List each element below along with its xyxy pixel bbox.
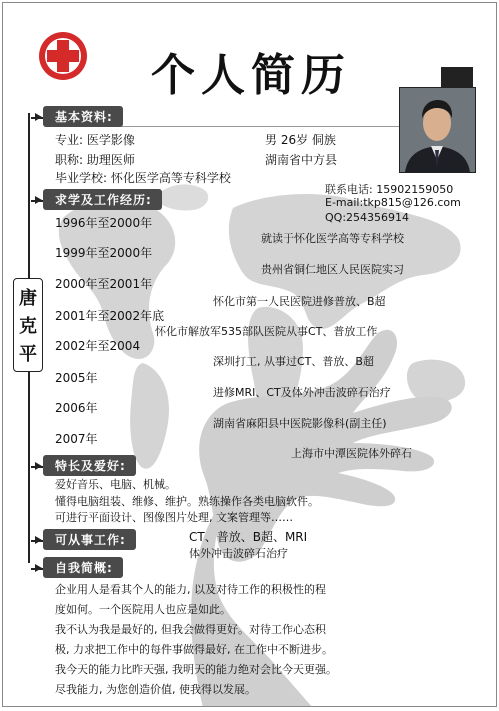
self-line: 我不认为我是最好的, 但我会做得更好。对待工作心态积 — [55, 623, 326, 636]
section-self-label: 自我简概: — [43, 557, 123, 578]
timeline-desc: 进修MRI、CT及体外冲击波碎石治疗 — [213, 386, 391, 399]
timeline-period: 2005年 — [55, 371, 98, 385]
timeline-desc: 就读于怀化医学高等专科学校 — [261, 232, 404, 245]
timeline-desc: 怀化市第一人民医院进修普放、B超 — [213, 295, 386, 308]
section-skills-header — [43, 455, 136, 476]
section-skills-label: 特长及爱好: — [43, 455, 136, 476]
basic-major: 专业: 医学影像 — [55, 133, 135, 147]
timeline-period: 2006年 — [55, 401, 98, 415]
section-work-label: 可从事工作: — [43, 529, 136, 550]
timeline-period: 2001年至2002年底 — [55, 309, 165, 323]
basic-title: 职称: 助理医师 — [55, 153, 135, 167]
timeline-period: 2000年至2001年 — [55, 277, 153, 291]
self-line: 企业用人是看其个人的能力, 以及对待工作的积极性的程 — [55, 583, 326, 596]
name-char: 唐 — [19, 288, 37, 309]
profile-photo — [399, 87, 476, 173]
skills-line: 可进行平面设计、图像图片处理, 文案管理等…… — [55, 511, 293, 524]
skills-line: 懂得电脑组装、维修、维护。熟练操作各类电脑软件。 — [55, 495, 319, 508]
work-line: CT、普放、B超、MRI — [189, 530, 308, 544]
title-decoration-bar — [441, 67, 473, 89]
timeline-period: 1999年至2000年 — [55, 246, 153, 260]
timeline-period: 1996年至2000年 — [55, 216, 153, 230]
timeline-desc: 上海市中潭医院体外碎石 — [291, 447, 412, 460]
section-basic-label: 基本资料: — [43, 106, 123, 127]
timeline-desc: 贵州省铜仁地区人民医院实习 — [261, 263, 404, 276]
basic-origin: 湖南省中方县 — [265, 153, 338, 167]
skills-line: 爱好音乐、电脑、机械。 — [55, 478, 176, 491]
contact-phone: 联系电话: 15902159050 — [325, 183, 454, 196]
name-vertical — [13, 278, 43, 372]
timeline-desc: 湖南省麻阳县中医院影像科(副主任) — [213, 417, 387, 430]
timeline-period: 2002年至2004 — [55, 339, 141, 353]
resume-page — [2, 2, 497, 707]
timeline-desc: 怀化市解放军535部队医院从事CT、普放工作 — [155, 325, 378, 338]
self-line: 尽我能力, 为您创造价值, 使我得以发展。 — [55, 683, 256, 696]
section-self-header — [43, 557, 123, 578]
section-edu-header — [43, 189, 162, 210]
self-line: 度如何。一个医院用人也应是如此。 — [55, 603, 231, 616]
self-line: 极, 力求把工作中的每件事做得最好, 在工作中不断进步。 — [55, 643, 333, 656]
section-work-header — [43, 529, 136, 550]
page-title: 个人简历 — [151, 50, 351, 101]
contact-email: E-mail:tkp815@126.com — [325, 196, 461, 209]
timeline-period: 2007年 — [55, 432, 98, 446]
basic-school: 毕业学校: 怀化医学高等专科学校 — [55, 171, 231, 185]
name-char: 平 — [19, 344, 37, 365]
section-edu-label: 求学及工作经历: — [43, 189, 162, 210]
name-char: 克 — [19, 316, 37, 337]
section-basic-header — [43, 106, 123, 127]
basic-gender-age-ethnic: 男 26岁 侗族 — [265, 133, 336, 147]
self-line: 我今天的能力比昨天强, 我明天的能力绝对会比今天更强。 — [55, 663, 337, 676]
contact-qq: QQ:254356914 — [325, 211, 410, 224]
work-line: 体外冲击波碎石治疗 — [189, 547, 288, 560]
medical-cross-logo — [38, 31, 88, 81]
timeline-desc: 深圳打工, 从事过CT、普放、B超 — [213, 355, 374, 368]
